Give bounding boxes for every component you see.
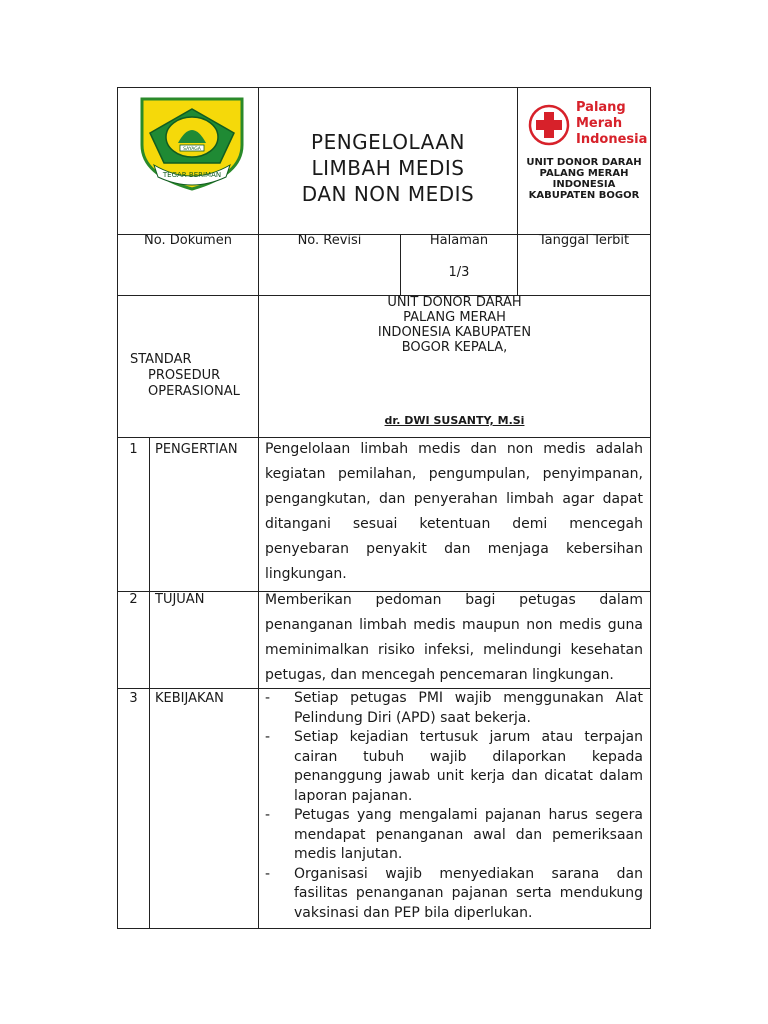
list-item-text: Petugas yang mengalami pajanan harus segera mendapat penanganan awal dan pemeriksaan medis lanjutan. — [294, 807, 643, 862]
sop-label-line: PROSEDUR — [148, 368, 221, 383]
signatory-name: dr. DWI SUSANTY, M.Si — [384, 414, 525, 427]
logo-inner-text: SAYAGA — [183, 147, 201, 152]
bullet-marker: - — [265, 807, 271, 823]
section-label: KEBIJAKAN — [155, 691, 224, 706]
section-number: 1 — [129, 442, 138, 457]
brand-line: Indonesia — [576, 132, 648, 147]
approver-line: PALANG MERAH — [403, 310, 506, 325]
document-title — [259, 129, 517, 207]
pmi-logo — [528, 100, 648, 150]
list-item-text: Setiap kejadian tertusuk jarum atau terpajan cairan tubuh wajib dilaporkan kepada penanggung jawab unit kerja dan dicatat dalam laporan pajanan. — [294, 729, 643, 804]
unit-name — [518, 157, 650, 201]
no-revisi-label: No. Revisi — [297, 233, 362, 248]
policy-list — [265, 689, 643, 923]
approver-line: BOGOR KEPALA, — [401, 340, 508, 355]
title-line: PENGELOLAAN — [311, 130, 465, 154]
unit-line: PALANG MERAH — [539, 168, 629, 179]
section-text: Memberikan pedoman bagi petugas dalam penanganan limbah medis maupun non medis guna meminimalkan risiko infeksi, melindungi kesehatan petugas, dan mencegah pencemaran lingkungan. — [265, 592, 643, 683]
halaman-label: Halaman — [429, 233, 489, 248]
list-item — [265, 689, 643, 728]
section-label: PENGERTIAN — [155, 442, 238, 457]
list-item-text: Organisasi wajib menyediakan sarana dan fasilitas penanganan pajanan serta mendukung vaksinasi dan PEP bila diperlukan. — [294, 865, 643, 921]
section-number: 3 — [129, 691, 138, 706]
approver-block — [259, 295, 650, 355]
kabupaten-bogor-logo — [140, 97, 244, 191]
section-label: TUJUAN — [155, 592, 205, 607]
list-item — [265, 865, 643, 924]
list-item-text: Setiap petugas PMI wajib menggunakan Alat Pelindung Diri (APD) saat bekerja. — [294, 690, 643, 726]
logo-ribbon-text: TEGAR BERIMAN — [162, 171, 222, 179]
brand-line: Palang — [576, 100, 626, 115]
halaman-value: 1/3 — [448, 265, 470, 280]
approver-line: UNIT DONOR DARAH — [387, 295, 522, 310]
unit-line: INDONESIA — [552, 179, 616, 190]
unit-line: KABUPATEN BOGOR — [528, 190, 640, 201]
list-item — [265, 728, 643, 806]
unit-line: UNIT DONOR DARAH — [526, 157, 642, 168]
title-line: DAN NON MEDIS — [301, 182, 475, 206]
pmi-brand-name — [576, 100, 647, 148]
section-number: 2 — [129, 592, 138, 607]
bullet-marker: - — [265, 865, 271, 882]
no-dokumen-label: No. Dokumen — [144, 233, 232, 248]
brand-line: Merah — [576, 116, 623, 131]
list-item — [265, 806, 643, 865]
tanggal-terbit-label: Tanggal Terbit — [538, 233, 630, 248]
title-line: LIMBAH MEDIS — [311, 156, 465, 180]
red-cross-icon — [528, 104, 570, 146]
section-text: Pengelolaan limbah medis dan non medis adalah kegiatan pemilahan, pengumpulan, penyimpanan, pengangkutan, dan penyerahan limbah agar dapat ditangani sesuai ketentuan demi mencegah penyebaran penyakit dan menjaga kebersihan lingkungan. — [265, 441, 643, 582]
bullet-marker: - — [265, 690, 271, 706]
sop-label-line: OPERASIONAL — [148, 384, 240, 399]
sop-label-line: STANDAR — [130, 352, 192, 367]
sop-label — [130, 352, 240, 400]
approver-line: INDONESIA KABUPATEN — [377, 325, 532, 340]
bullet-marker: - — [265, 729, 271, 745]
